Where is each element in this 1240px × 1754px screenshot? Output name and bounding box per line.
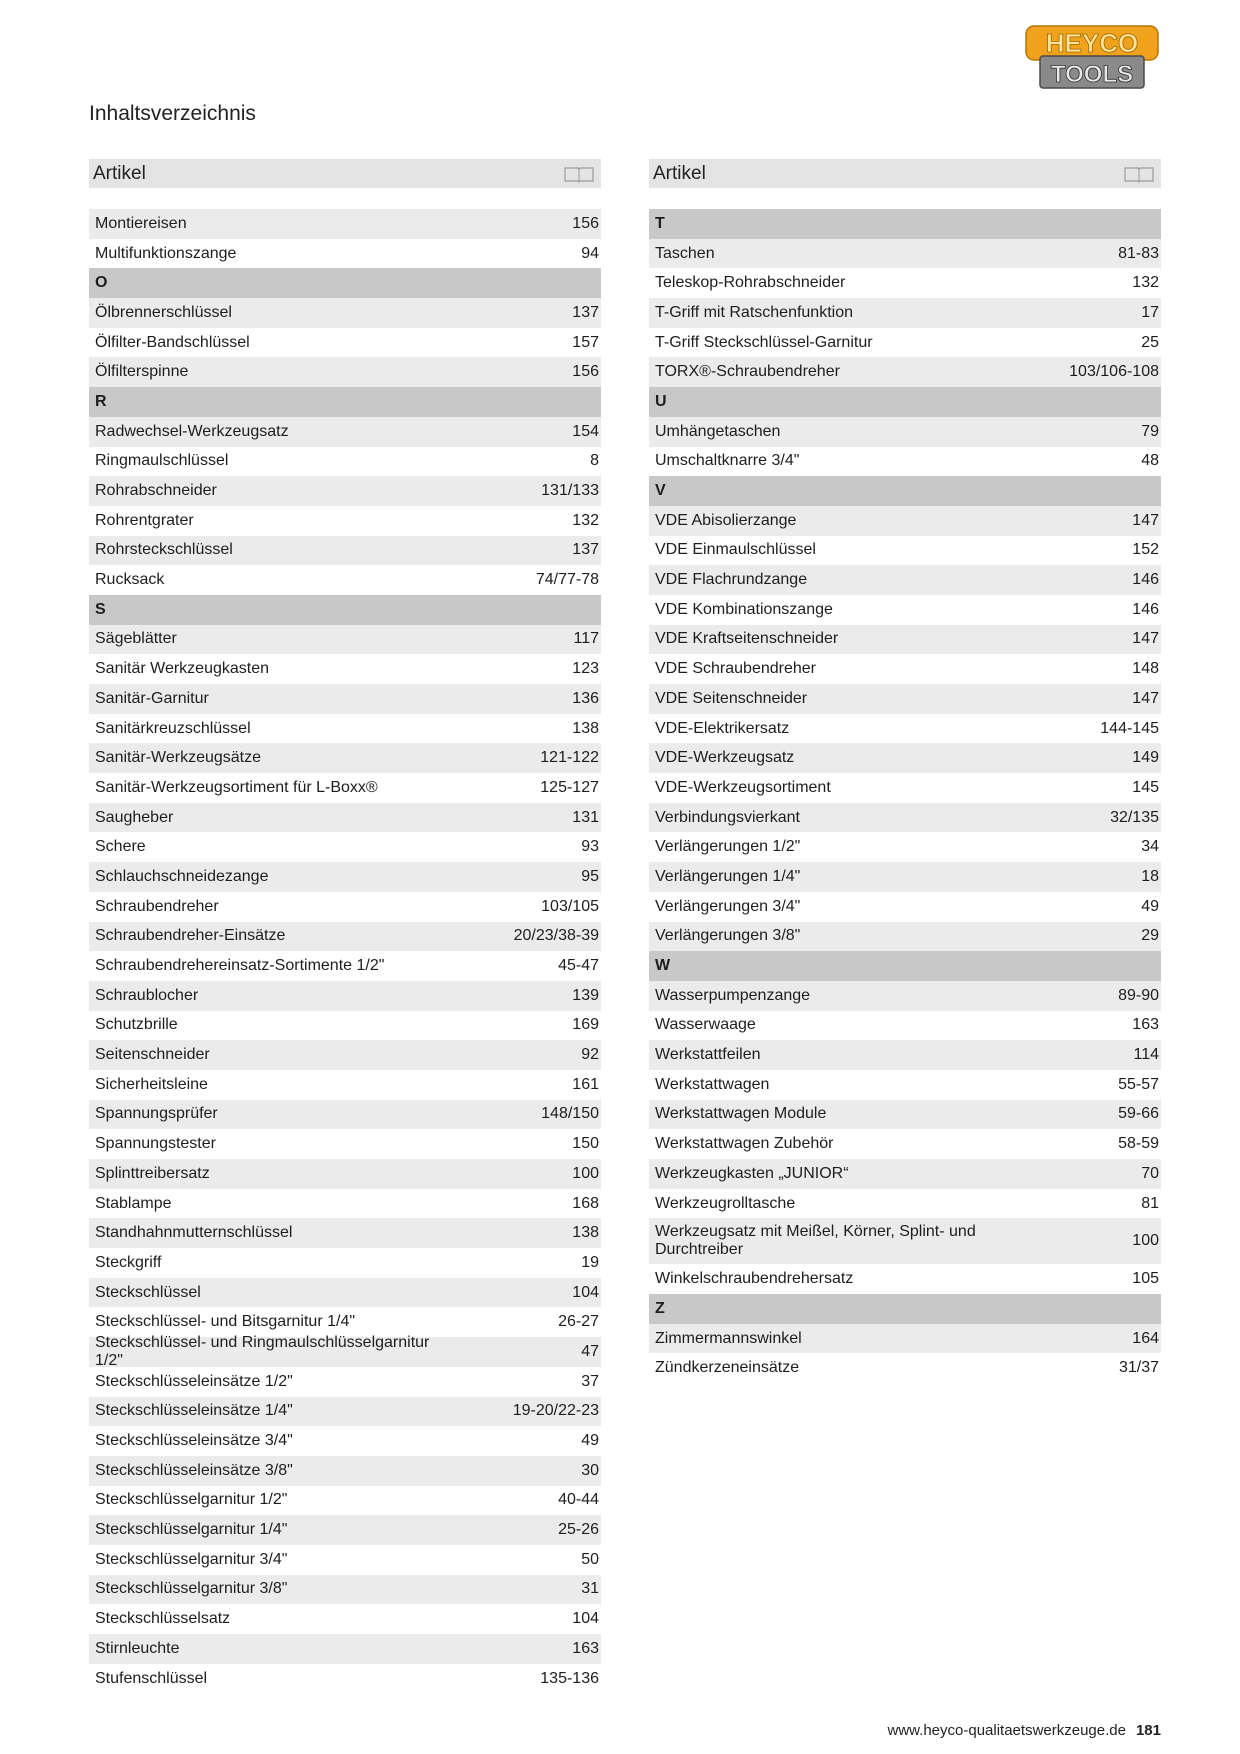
entry-name: Saugheber xyxy=(95,808,174,826)
entry-page-ref: 48 xyxy=(1141,452,1159,470)
entry-name: Taschen xyxy=(655,244,715,262)
index-entry xyxy=(649,1100,1161,1130)
entry-name: Sanitär-Werkzeugsortiment für L-Boxx® xyxy=(95,778,378,796)
index-entry xyxy=(89,417,601,447)
entry-name: Werkzeugkasten „JUNIOR“ xyxy=(655,1164,849,1182)
entry-page-ref: 135-136 xyxy=(540,1669,599,1687)
index-entry xyxy=(89,714,601,744)
index-entry xyxy=(649,922,1161,952)
entry-page-ref: 59-66 xyxy=(1118,1105,1159,1123)
entry-name: Steckschlüsseleinsätze 3/4" xyxy=(95,1432,293,1450)
index-entry xyxy=(89,357,601,387)
section-letter: U xyxy=(655,392,667,410)
entry-page-ref: 114 xyxy=(1133,1046,1159,1064)
entry-name: Werkzeugsatz mit Meißel, Körner, Splint- und Durchtreiber xyxy=(655,1223,976,1259)
entry-page-ref: 163 xyxy=(1132,1016,1159,1034)
footer-website[interactable]: www.heyco-qualitaetswerkzeuge.de xyxy=(887,1722,1126,1739)
entry-page-ref: 137 xyxy=(572,303,599,321)
entry-name: Ölfilterspinne xyxy=(95,363,189,381)
entry-page-ref: 89-90 xyxy=(1118,986,1159,1004)
entry-page-ref: 125-127 xyxy=(540,778,599,796)
entry-page-ref: 121-122 xyxy=(540,749,599,767)
index-entry xyxy=(89,773,601,803)
entry-page-ref: 154 xyxy=(572,422,599,440)
index-entry xyxy=(649,892,1161,922)
entry-page-ref: 147 xyxy=(1132,689,1159,707)
entry-name: VDE-Werkzeugsatz xyxy=(655,749,795,767)
entry-page-ref: 104 xyxy=(572,1610,599,1628)
entry-name: Steckschlüssel xyxy=(95,1283,201,1301)
section-letter: R xyxy=(95,392,107,410)
entry-name: Rohrsteckschlüssel xyxy=(95,541,233,559)
entry-name: Steckschlüsseleinsätze 1/2" xyxy=(95,1372,293,1390)
entry-page-ref: 131/133 xyxy=(541,482,599,500)
index-entry xyxy=(89,1011,601,1041)
index-entry xyxy=(89,832,601,862)
entry-page-ref: 26-27 xyxy=(558,1313,599,1331)
entry-name: Verlängerungen 1/2" xyxy=(655,838,801,856)
index-entry xyxy=(89,1456,601,1486)
index-entry xyxy=(649,1129,1161,1159)
index-entry xyxy=(89,1545,601,1575)
index-entry xyxy=(89,1333,601,1369)
page-footer xyxy=(888,1722,1162,1739)
entry-page-ref: 29 xyxy=(1141,927,1159,945)
entry-page-ref: 8 xyxy=(590,452,599,470)
section-letter: T xyxy=(655,214,665,232)
entry-page-ref: 45-47 xyxy=(558,957,599,975)
index-entry xyxy=(89,981,601,1011)
entry-name: VDE Schraubendreher xyxy=(655,660,816,678)
index-entry xyxy=(89,1397,601,1427)
entry-page-ref: 31 xyxy=(581,1580,599,1598)
entry-name: Steckschlüsseleinsätze 3/8" xyxy=(95,1461,293,1479)
index-entry xyxy=(649,595,1161,625)
entry-page-ref: 19 xyxy=(581,1253,599,1271)
page-title: Inhaltsverzeichnis xyxy=(89,102,256,125)
index-entry xyxy=(649,862,1161,892)
entry-page-ref: 79 xyxy=(1141,422,1159,440)
entry-page-ref: 132 xyxy=(1132,274,1159,292)
index-entry xyxy=(89,1278,601,1308)
entry-page-ref: 34 xyxy=(1141,838,1159,856)
index-entry xyxy=(89,565,601,595)
entry-name: Schraublocher xyxy=(95,986,199,1004)
entry-name: Stufenschlüssel xyxy=(95,1669,208,1687)
entry-name: Stirnleuchte xyxy=(95,1639,180,1657)
entry-name: Werkstattfeilen xyxy=(655,1046,761,1064)
entry-page-ref: 148 xyxy=(1132,660,1159,678)
index-entry xyxy=(649,1040,1161,1070)
index-entry xyxy=(649,714,1161,744)
heyco-tools-logo xyxy=(1024,24,1160,92)
index-entry xyxy=(649,536,1161,566)
column-header xyxy=(649,159,1161,188)
entry-name: Sanitär Werkzeugkasten xyxy=(95,660,270,678)
index-entry xyxy=(649,625,1161,655)
entry-name: Schraubendreher-Einsätze xyxy=(95,927,286,945)
entry-page-ref: 17 xyxy=(1141,303,1159,321)
section-letter: Z xyxy=(655,1299,665,1317)
index-entry xyxy=(89,1129,601,1159)
index-entry xyxy=(649,268,1161,298)
entry-page-ref: 139 xyxy=(572,986,599,1004)
index-entry xyxy=(89,1486,601,1516)
letter-section-header xyxy=(649,387,1161,417)
entry-page-ref: 37 xyxy=(581,1372,599,1390)
entry-page-ref: 123 xyxy=(572,660,599,678)
entry-name: Ölbrennerschlüssel xyxy=(95,303,232,321)
entry-name: VDE Einmaulschlüssel xyxy=(655,541,816,559)
index-entry xyxy=(649,1159,1161,1189)
entry-name: T-Griff mit Ratschenfunktion xyxy=(655,303,853,321)
index-entry xyxy=(649,1011,1161,1041)
index-entry xyxy=(89,1575,601,1605)
letter-section-header xyxy=(649,1294,1161,1324)
entry-name: Ölfilter-Bandschlüssel xyxy=(95,333,250,351)
entry-name: Rohrentgrater xyxy=(95,511,194,529)
index-entry xyxy=(89,506,601,536)
entry-name: Teleskop-Rohrabschneider xyxy=(655,274,846,292)
entry-name: Werkstattwagen Zubehör xyxy=(655,1135,834,1153)
index-entry xyxy=(89,1070,601,1100)
index-entry xyxy=(89,1367,601,1397)
entry-name: Zündkerzeneinsätze xyxy=(655,1359,800,1377)
entry-page-ref: 25 xyxy=(1141,333,1159,351)
index-entry xyxy=(649,773,1161,803)
entry-name: Umschaltknarre 3/4" xyxy=(655,452,800,470)
letter-section-header xyxy=(89,595,601,625)
entry-name: Spannungsprüfer xyxy=(95,1105,218,1123)
index-entry xyxy=(89,298,601,328)
entry-name: Steckschlüsselsatz xyxy=(95,1610,231,1628)
entry-name: Sanitär-Garnitur xyxy=(95,689,209,707)
index-entry xyxy=(649,803,1161,833)
entry-name: Rucksack xyxy=(95,571,165,589)
index-entry xyxy=(89,654,601,684)
entry-name: T-Griff Steckschlüssel-Garnitur xyxy=(655,333,873,351)
index-rows-left xyxy=(89,209,601,1693)
index-entry xyxy=(649,447,1161,477)
entry-name: Steckschlüsselgarnitur 3/8" xyxy=(95,1580,288,1598)
column-header xyxy=(89,159,601,188)
entry-name: Verlängerungen 3/8" xyxy=(655,927,801,945)
index-column-right xyxy=(649,159,1161,1383)
entry-page-ref: 50 xyxy=(581,1550,599,1568)
entry-name: VDE Abisolierzange xyxy=(655,511,797,529)
index-entry xyxy=(89,476,601,506)
entry-name: Stablampe xyxy=(95,1194,172,1212)
entry-page-ref: 18 xyxy=(1141,867,1159,885)
index-entry xyxy=(649,1324,1161,1354)
entry-page-ref: 163 xyxy=(572,1639,599,1657)
letter-section-header xyxy=(649,476,1161,506)
entry-page-ref: 146 xyxy=(1132,571,1159,589)
entry-page-ref: 103/105 xyxy=(541,897,599,915)
entry-name: VDE Seitenschneider xyxy=(655,689,808,707)
index-column-left xyxy=(89,159,601,1693)
entry-page-ref: 132 xyxy=(572,511,599,529)
letter-section-header xyxy=(89,268,601,298)
index-entry xyxy=(649,654,1161,684)
index-entry xyxy=(89,1189,601,1219)
entry-page-ref: 55-57 xyxy=(1118,1075,1159,1093)
section-letter: V xyxy=(655,482,666,500)
index-entry xyxy=(649,1353,1161,1383)
section-letter: S xyxy=(95,600,106,618)
open-book-icon xyxy=(563,165,595,183)
index-entry xyxy=(649,981,1161,1011)
index-entry xyxy=(89,209,601,239)
entry-name: Werkstattwagen Module xyxy=(655,1105,827,1123)
entry-name: Steckschlüsselgarnitur 3/4" xyxy=(95,1550,288,1568)
entry-name: Rohrabschneider xyxy=(95,482,217,500)
section-letter: O xyxy=(95,274,108,292)
entry-page-ref: 81 xyxy=(1141,1194,1159,1212)
letter-section-header xyxy=(89,387,601,417)
column-header-label: Artikel xyxy=(93,162,146,184)
entry-page-ref: 138 xyxy=(572,1224,599,1242)
entry-name: Spannungstester xyxy=(95,1135,216,1153)
entry-page-ref: 169 xyxy=(572,1016,599,1034)
index-entry xyxy=(89,1040,601,1070)
entry-page-ref: 92 xyxy=(581,1046,599,1064)
entry-page-ref: 94 xyxy=(581,244,599,262)
index-rows-right xyxy=(649,209,1161,1383)
entry-page-ref: 32/135 xyxy=(1110,808,1159,826)
entry-name: Steckschlüssel- und Ringmaulschlüsselgarnitur 1/2" xyxy=(95,1333,430,1369)
entry-name: VDE Kraftseitenschneider xyxy=(655,630,839,648)
column-header-label: Artikel xyxy=(653,162,706,184)
entry-page-ref: 144-145 xyxy=(1100,719,1159,737)
index-entry xyxy=(89,328,601,358)
entry-page-ref: 146 xyxy=(1132,600,1159,618)
entry-name: VDE-Werkzeugsortiment xyxy=(655,778,831,796)
entry-name: Schlauchschneidezange xyxy=(95,867,269,885)
entry-name: Standhahnmutternschlüssel xyxy=(95,1224,293,1242)
entry-name: Verbindungsvierkant xyxy=(655,808,800,826)
index-entry xyxy=(89,892,601,922)
entry-name: Steckschlüsselgarnitur 1/2" xyxy=(95,1491,288,1509)
entry-page-ref: 138 xyxy=(572,719,599,737)
entry-page-ref: 168 xyxy=(572,1194,599,1212)
entry-page-ref: 74/77-78 xyxy=(535,571,599,589)
entry-page-ref: 131 xyxy=(572,808,599,826)
entry-page-ref: 152 xyxy=(1132,541,1159,559)
entry-name: Steckgriff xyxy=(95,1253,162,1271)
index-entry xyxy=(89,1248,601,1278)
entry-page-ref: 157 xyxy=(572,333,599,351)
index-entry xyxy=(89,447,601,477)
entry-page-ref: 117 xyxy=(573,630,599,648)
entry-page-ref: 147 xyxy=(1132,630,1159,648)
entry-page-ref: 150 xyxy=(572,1135,599,1153)
logo-line1: HEYCO xyxy=(1045,28,1139,58)
index-entry xyxy=(649,417,1161,447)
entry-page-ref: 58-59 xyxy=(1118,1135,1159,1153)
entry-name: VDE Kombinationszange xyxy=(655,600,833,618)
entry-name: Verlängerungen 1/4" xyxy=(655,867,801,885)
entry-name: Sicherheitsleine xyxy=(95,1075,208,1093)
index-entry xyxy=(89,625,601,655)
entry-name: VDE-Elektrikersatz xyxy=(655,719,790,737)
index-entry xyxy=(89,1307,601,1337)
entry-name: TORX®-Schraubendreher xyxy=(655,363,840,381)
index-entry xyxy=(649,1264,1161,1294)
entry-page-ref: 20/23/38-39 xyxy=(513,927,599,945)
index-entry xyxy=(89,951,601,981)
index-entry xyxy=(89,743,601,773)
entry-page-ref: 145 xyxy=(1132,778,1159,796)
index-entry xyxy=(89,1515,601,1545)
index-entry xyxy=(649,1070,1161,1100)
entry-name: Steckschlüssel- und Bitsgarnitur 1/4" xyxy=(95,1313,356,1331)
index-entry xyxy=(649,743,1161,773)
entry-name: Radwechsel-Werkzeugsatz xyxy=(95,422,289,440)
entry-name: Werkzeugrolltasche xyxy=(655,1194,796,1212)
index-entry xyxy=(649,832,1161,862)
index-entry xyxy=(89,803,601,833)
entry-page-ref: 161 xyxy=(572,1075,599,1093)
entry-name: VDE Flachrundzange xyxy=(655,571,808,589)
index-entry xyxy=(89,536,601,566)
entry-page-ref: 93 xyxy=(581,838,599,856)
index-entry xyxy=(89,1100,601,1130)
entry-page-ref: 19-20/22-23 xyxy=(512,1402,599,1420)
index-entry xyxy=(89,1634,601,1664)
entry-page-ref: 105 xyxy=(1132,1270,1159,1288)
index-entry xyxy=(89,239,601,269)
entry-name: Steckschlüsseleinsätze 1/4" xyxy=(95,1402,293,1420)
entry-page-ref: 40-44 xyxy=(558,1491,599,1509)
index-entry xyxy=(89,1218,601,1248)
entry-name: Sägeblätter xyxy=(95,630,177,648)
entry-name: Sanitärkreuzschlüssel xyxy=(95,719,251,737)
entry-page-ref: 164 xyxy=(1132,1329,1159,1347)
index-entry xyxy=(89,1664,601,1694)
entry-name: Wasserwaage xyxy=(655,1016,756,1034)
entry-name: Verlängerungen 3/4" xyxy=(655,897,801,915)
index-entry xyxy=(649,565,1161,595)
entry-name: Schutzbrille xyxy=(95,1016,178,1034)
entry-name: Umhängetaschen xyxy=(655,422,781,440)
entry-page-ref: 103/106-108 xyxy=(1069,363,1159,381)
entry-page-ref: 149 xyxy=(1132,749,1159,767)
section-letter: W xyxy=(655,957,671,975)
entry-name: Steckschlüsselgarnitur 1/4" xyxy=(95,1521,288,1539)
entry-name: Montiereisen xyxy=(95,214,187,232)
entry-page-ref: 81-83 xyxy=(1118,244,1159,262)
index-entry xyxy=(89,684,601,714)
entry-page-ref: 104 xyxy=(572,1283,599,1301)
entry-page-ref: 49 xyxy=(1141,897,1159,915)
entry-page-ref: 30 xyxy=(581,1461,599,1479)
entry-name: Werkstattwagen xyxy=(655,1075,770,1093)
index-entry xyxy=(89,922,601,952)
entry-page-ref: 95 xyxy=(581,867,599,885)
entry-name: Multifunktionszange xyxy=(95,244,237,262)
entry-name: Sanitär-Werkzeugsätze xyxy=(95,749,261,767)
page-number: 181 xyxy=(1135,1722,1161,1739)
entry-page-ref: 137 xyxy=(572,541,599,559)
entry-page-ref: 70 xyxy=(1141,1164,1159,1182)
entry-name: Ringmaulschlüssel xyxy=(95,452,229,470)
logo-line2: TOOLS xyxy=(1050,61,1134,88)
index-entry xyxy=(649,684,1161,714)
entry-page-ref: 156 xyxy=(572,363,599,381)
entry-name: Winkelschraubendrehersatz xyxy=(655,1270,854,1288)
index-entry xyxy=(89,1426,601,1456)
entry-name: Splinttreibersatz xyxy=(95,1164,210,1182)
index-entry xyxy=(649,1218,1161,1264)
entry-page-ref: 148/150 xyxy=(541,1105,599,1123)
open-book-icon xyxy=(1123,165,1155,183)
entry-name: Zimmermannswinkel xyxy=(655,1329,802,1347)
entry-page-ref: 49 xyxy=(581,1432,599,1450)
letter-section-header xyxy=(649,209,1161,239)
entry-name: Schraubendreher xyxy=(95,897,219,915)
entry-page-ref: 25-26 xyxy=(558,1521,599,1539)
entry-page-ref: 100 xyxy=(1132,1232,1159,1250)
entry-page-ref: 136 xyxy=(572,689,599,707)
entry-name: Schere xyxy=(95,838,146,856)
entry-page-ref: 100 xyxy=(572,1164,599,1182)
index-entry xyxy=(649,328,1161,358)
letter-section-header xyxy=(649,951,1161,981)
index-entry xyxy=(649,239,1161,269)
index-entry xyxy=(649,506,1161,536)
index-entry xyxy=(649,357,1161,387)
entry-page-ref: 147 xyxy=(1132,511,1159,529)
index-entry xyxy=(649,298,1161,328)
entry-name: Schraubendrehereinsatz-Sortimente 1/2" xyxy=(95,957,385,975)
index-entry xyxy=(89,1159,601,1189)
entry-page-ref: 156 xyxy=(572,214,599,232)
entry-name: Wasserpumpenzange xyxy=(655,986,811,1004)
entry-page-ref: 47 xyxy=(581,1342,599,1360)
index-entry xyxy=(89,1604,601,1634)
index-entry xyxy=(89,862,601,892)
index-entry xyxy=(649,1189,1161,1219)
entry-name: Seitenschneider xyxy=(95,1046,210,1064)
entry-page-ref: 31/37 xyxy=(1118,1359,1159,1377)
